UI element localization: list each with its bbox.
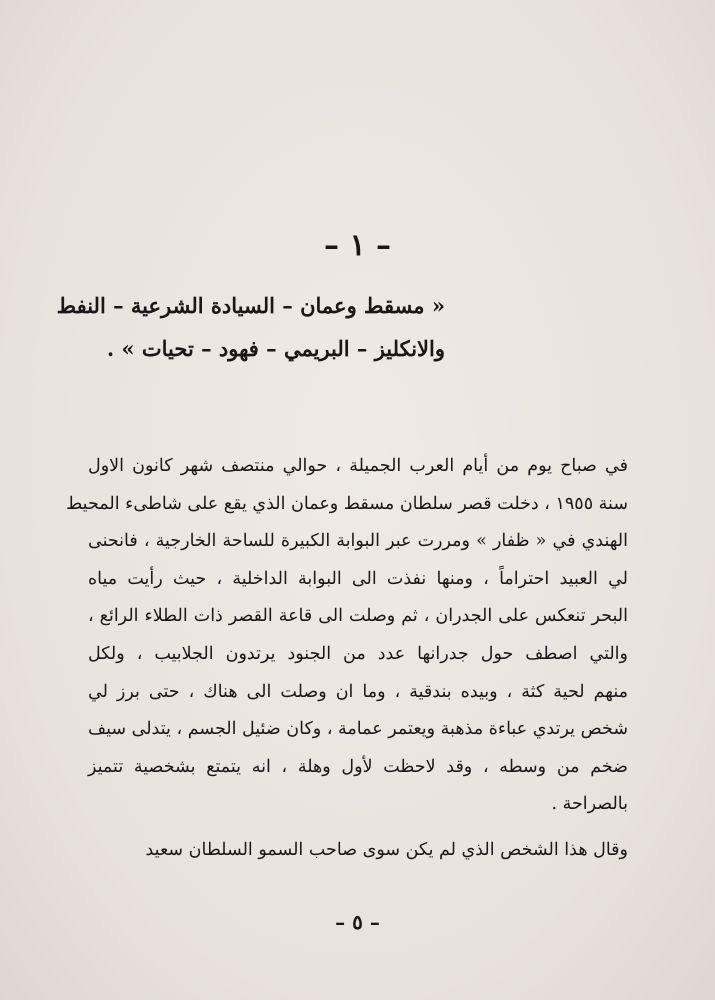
text-line: ضخم من وسطه ، وقد لاحظت لأول وهلة ، انه يتمتع بشخصية تتميز bbox=[88, 756, 628, 777]
chapter-number: – ١ – bbox=[323, 228, 392, 263]
text-line: وقال هذا الشخص الذي لم يكن سوى صاحب السمو السلطان سعيد bbox=[145, 839, 628, 860]
text-line: سنة ١٩٥٥ ، دخلت قصر سلطان مسقط وعمان الذي يقع على شاطىء المحيط bbox=[66, 493, 628, 514]
body-paragraph bbox=[66, 448, 628, 870]
text-line: في صباح يوم من أيام العرب الجميلة ، حوالي منتصف شهر كانون الاول bbox=[88, 456, 628, 476]
text-line: البحر تنعكس على الجدران ، ثم وصلت الى قاعة القصر ذات الطلاء الرائع ، bbox=[88, 606, 628, 627]
chapter-title-line: والانكليز – البريمي – فهود – تحيات » . bbox=[106, 336, 445, 361]
text-line: بالصراحة . bbox=[551, 794, 628, 815]
page-number: – ٥ – bbox=[335, 910, 380, 934]
text-line: شخص يرتدي عباءة مذهبة ويعتمر عمامة ، وكان ضئيل الجسم ، يتدلى سيف bbox=[88, 719, 628, 740]
text-line: منهم لحية كثة ، وبيده بندقية ، وما ان وصلت الى هناك ، حتى برز لي bbox=[88, 681, 628, 702]
text-line: الهندي في « ظفار » ومررت عبر البوابة الكبيرة للساحة الخارجية ، فانحنى bbox=[88, 531, 628, 552]
text-line: والتي اصطف حول جدرانها عدد من الجنود يرتدون الجلابيب ، ولكل bbox=[88, 643, 628, 664]
chapter-title-line: « مسقط وعمان – السيادة الشرعية – النفط bbox=[56, 293, 445, 318]
text-line: لي العبيد احتراماً ، ومنها نفذت الى البوابة الداخلية ، حيث رأيت مياه bbox=[88, 568, 628, 589]
chapter-title bbox=[56, 284, 445, 370]
